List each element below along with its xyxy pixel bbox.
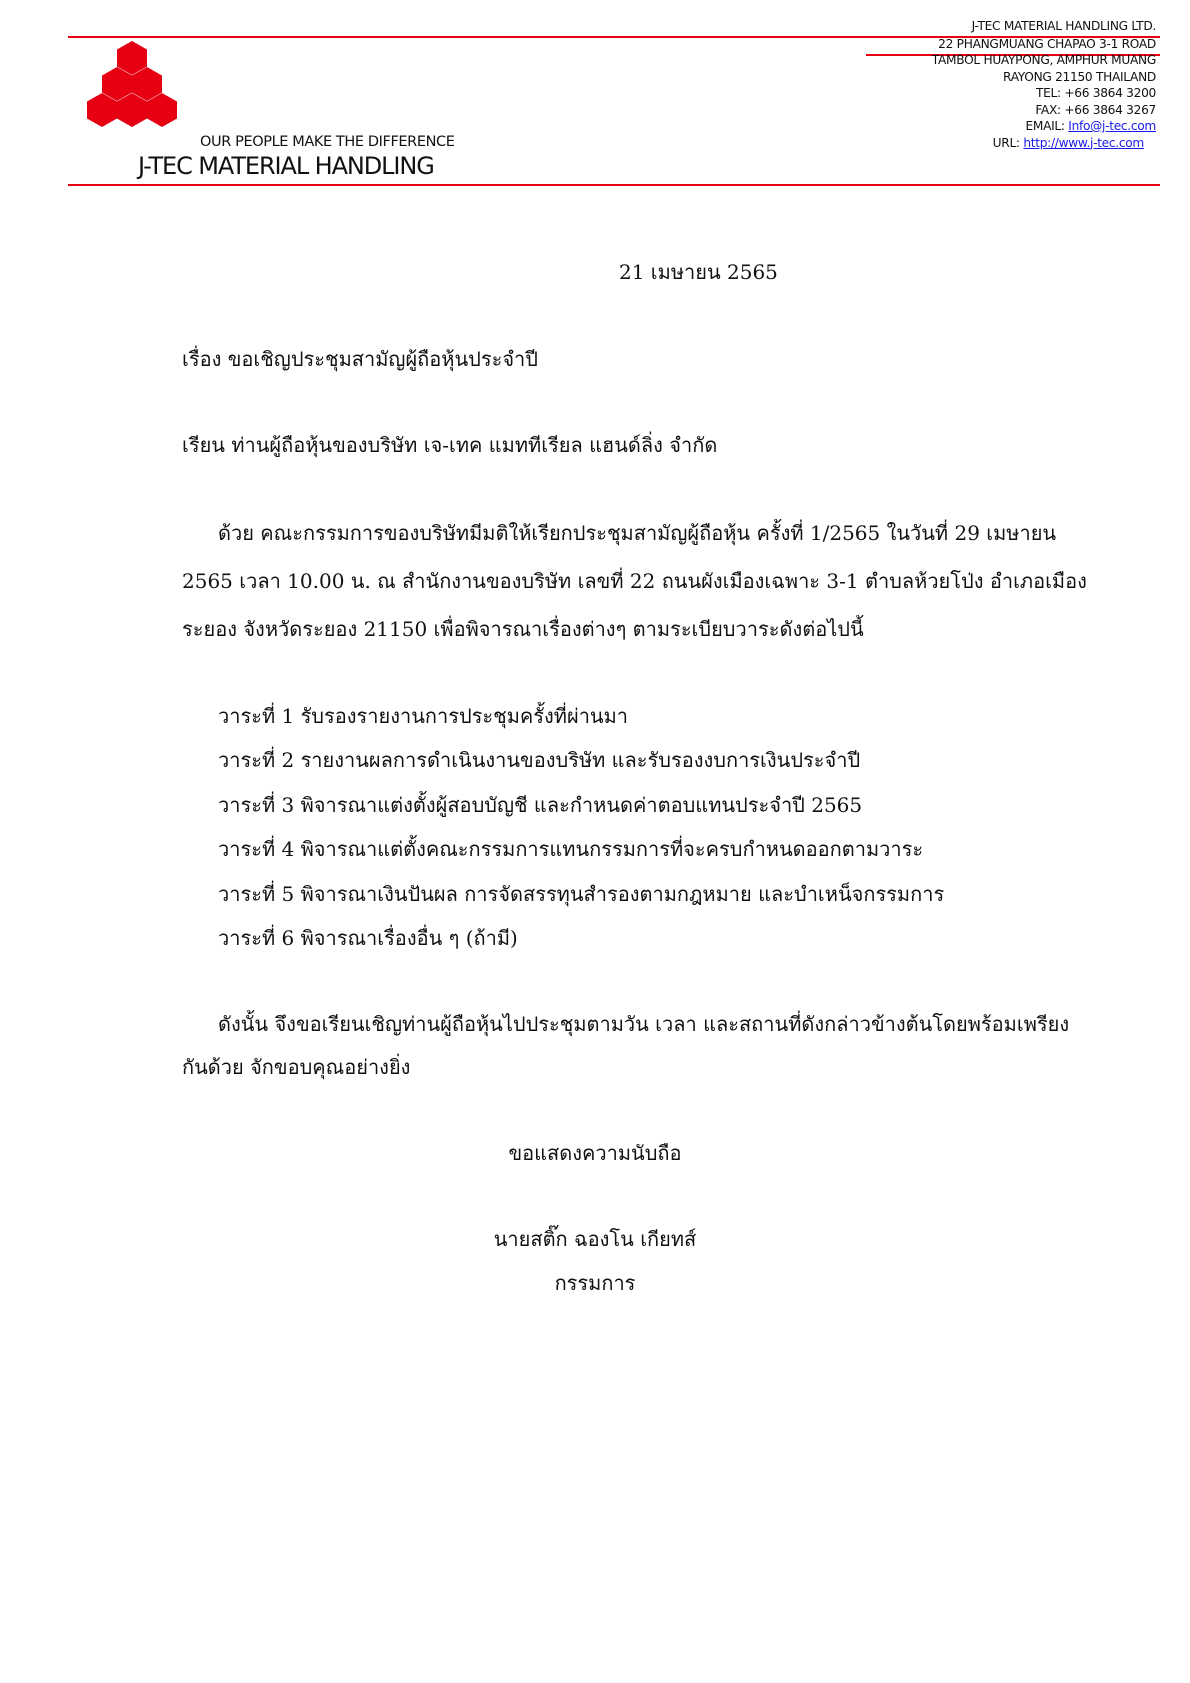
signatory-title: กรรมการ <box>554 1271 636 1295</box>
letter-salutation: เรียน ท่านผู้ถือหุ้นของบริษัท เจ-เทค แมททีเรียล แฮนด์ลิ่ง จำกัด <box>182 433 718 457</box>
intro-line: ระยอง จังหวัดระยอง 21150 เพื่อพิจารณาเรื่องต่างๆ ตามระเบียบวาระดังต่อไปนี้ <box>182 617 864 641</box>
company-logo-icon <box>86 40 196 150</box>
address-tel: TEL: +66 3864 3200 <box>1035 86 1156 100</box>
url-label: URL: <box>992 135 1020 150</box>
address-fax: FAX: +66 3864 3267 <box>1035 102 1156 117</box>
closing-line: ดังนั้น จึงขอเรียนเชิญท่านผู้ถือหุ้นไปประชุมตามวัน เวลา และสถานที่ดังกล่าวข้างต้นโดยพร้อมเพรียง <box>218 1012 1070 1036</box>
closing-line: กันด้วย จักขอบคุณอย่างยิ่ง <box>182 1055 411 1079</box>
intro-line: ด้วย คณะกรรมการของบริษัทมีมติให้เรียกประชุมสามัญผู้ถือหุ้น ครั้งที่ 1/2565 ในวันที่ 29 เมษายน <box>218 521 1057 545</box>
address-url-row <box>932 135 1156 152</box>
website-link[interactable]: http://www.j-tec.com <box>1023 135 1144 150</box>
letter-subject: เรื่อง ขอเชิญประชุมสามัญผู้ถือหุ้นประจำปี <box>182 347 538 371</box>
address-city: RAYONG 21150 THAILAND <box>1003 69 1156 84</box>
company-address-block <box>932 18 1156 151</box>
agenda-item: วาระที่ 4 พิจารณาแต่ตั้งคณะกรรมการแทนกรรมการที่จะครบกำหนดออกตามวาระ <box>218 837 924 861</box>
agenda-item: วาระที่ 6 พิจารณาเรื่องอื่น ๆ (ถ้ามี) <box>218 926 518 950</box>
signatory-name: นายสติ๊ก ฉองโน เกียทส์ <box>493 1227 697 1251</box>
letter-date: 21 เมษายน 2565 <box>619 260 778 284</box>
email-label: EMAIL: <box>1025 119 1065 133</box>
intro-line: 2565 เวลา 10.00 น. ณ สำนักงานของบริษัท เลขที่ 22 ถนนผังเมืองเฉพาะ 3-1 ตำบลห้วยโป่ง อำเภอเมือง <box>182 569 1087 593</box>
agenda-item: วาระที่ 1 รับรองรายงานการประชุมครั้งที่ผ่านมา <box>218 704 629 728</box>
agenda-item: วาระที่ 5 พิจารณาเงินปันผล การจัดสรรทุนสำรองตามกฎหมาย และบำเหน็จกรรมการ <box>218 882 945 906</box>
email-link[interactable]: Info@j-tec.com <box>1068 119 1156 133</box>
address-company-name: J-TEC MATERIAL HANDLING LTD. <box>971 19 1156 33</box>
address-email-row <box>932 118 1156 135</box>
company-name: J-TEC MATERIAL HANDLING <box>138 152 434 180</box>
company-tagline: OUR PEOPLE MAKE THE DIFFERENCE <box>200 134 455 150</box>
header-bottom-rule <box>68 184 1160 186</box>
agenda-item: วาระที่ 3 พิจารณาแต่งตั้งผู้สอบบัญชี และกำหนดค่าตอบแทนประจำปี 2565 <box>218 793 863 817</box>
address-street: 22 PHANGMUANG CHAPAO 3-1 ROAD <box>938 36 1156 51</box>
letter-regards: ขอแสดงความนับถือ <box>508 1141 682 1165</box>
agenda-item: วาระที่ 2 รายงานผลการดำเนินงานของบริษัท และรับรองงบการเงินประจำปี <box>218 748 861 772</box>
address-district: TAMBOL HUAYPONG, AMPHUR MUANG <box>931 53 1156 67</box>
